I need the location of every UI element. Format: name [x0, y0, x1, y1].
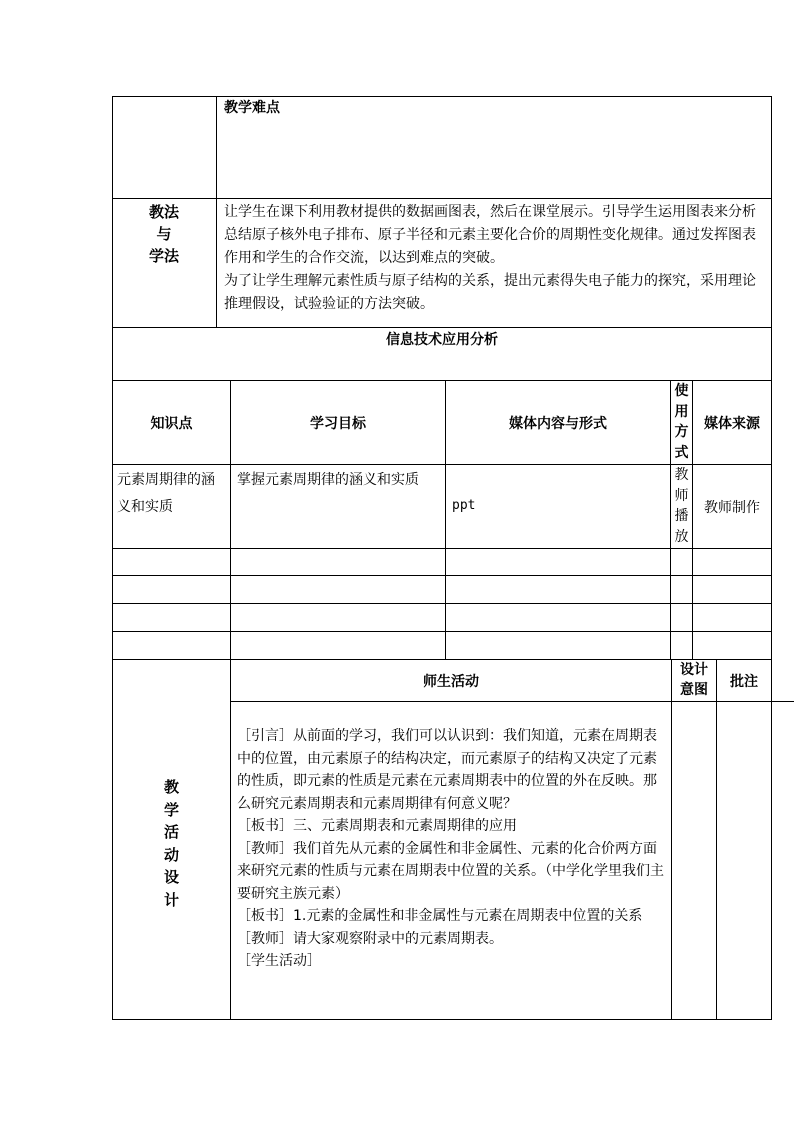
row1-usage	[671, 465, 692, 547]
row1-usage-char: 师	[674, 487, 689, 504]
header-source: 媒体来源	[704, 415, 760, 432]
activity-header-design	[672, 660, 716, 700]
header-knowledge: 知识点	[150, 415, 193, 432]
row1-media: ppt	[452, 498, 476, 513]
methods-paragraph: 为了让学生理解元素性质与原子结构的关系，提出元素得失电子能力的探究，采用理论推理假设，试验验证的方法突破。	[224, 273, 756, 312]
table-bottom-border	[112, 1019, 772, 1020]
row1-usage-char: 放	[674, 528, 689, 545]
activity-header-design-line: 设计	[680, 662, 708, 678]
it-analysis-title: 信息技术应用分析	[386, 332, 498, 348]
difficulty-label: 教学难点	[224, 100, 280, 116]
activity-header-design-line: 意图	[680, 682, 708, 698]
header-media: 媒体内容与形式	[509, 415, 607, 432]
methods-paragraph: 让学生在课下利用教材提供的数据画图表，然后在课堂展示。引导学生运用图表来分析总结原子核外电子排布、原子半径和元素主要化合价的周期性变化规律。通过发挥图表作用和学生的合作交流，以达到难点的突破。	[224, 204, 756, 266]
activity-side-label	[113, 776, 230, 911]
divider	[112, 603, 772, 604]
table-top-border	[112, 96, 772, 97]
divider	[716, 659, 717, 1020]
divider	[112, 631, 772, 632]
divider	[112, 548, 772, 549]
row1-goal: 掌握元素周期律的涵义和实质	[237, 472, 419, 488]
activity-header-note: 批注	[730, 673, 758, 690]
methods-label-line: 学法	[148, 247, 179, 265]
methods-content	[224, 201, 769, 316]
divider	[230, 701, 794, 702]
header-goal: 学习目标	[310, 415, 366, 432]
activity-side-char: 计	[163, 890, 179, 909]
header-usage-char: 式	[674, 444, 689, 461]
activity-paragraph: ［引言］从前面的学习，我们可以认识到：我们知道，元素在周期表中的位置，由元素原子的结构决定，而元素原子的结构又决定了元素的性质，即元素的性质是元素在元素周期表中的位置的外在反映。那么研究元素周期表和元素周期律有何意义呢？	[237, 728, 657, 812]
activity-paragraph: ［学生活动］	[237, 953, 321, 969]
activity-paragraph: ［教师］我们首先从元素的金属性和非金属性、元素的化合价两方面来研究元素的性质与元素在周期表中位置的关系。（中学化学里我们主要研究主族元素）	[237, 840, 664, 902]
header-usage-char: 方	[674, 424, 689, 440]
activity-side-char: 动	[163, 845, 179, 864]
methods-label-line: 教法	[148, 203, 179, 221]
row1-knowledge: 元素周期律的涵义和实质	[117, 472, 215, 515]
activity-paragraph: ［板书］1.元素的金属性和非金属性与元素在周期表中位置的关系	[237, 908, 643, 924]
header-usage	[671, 381, 692, 463]
methods-label	[112, 199, 216, 327]
row1-usage-char: 播	[674, 508, 689, 524]
activity-side-char: 设	[163, 868, 179, 886]
activity-side-char: 教	[163, 778, 179, 796]
activity-paragraph: ［教师］请大家观察附录中的元素周期表。	[237, 930, 503, 947]
row1-usage-char: 教	[674, 467, 689, 483]
divider	[216, 96, 217, 328]
activity-paragraph: ［板书］三、元素周期表和元素周期律的应用	[237, 818, 517, 834]
methods-label-line: 与	[156, 225, 172, 243]
row1-source: 教师制作	[704, 499, 760, 516]
activity-header-main: 师生活动	[423, 673, 479, 690]
activity-content	[237, 725, 667, 973]
header-usage-char: 用	[674, 403, 689, 420]
divider	[230, 659, 231, 1020]
activity-side-char: 活	[163, 823, 179, 841]
divider	[671, 659, 672, 1020]
table-right-border	[771, 96, 772, 1020]
header-usage-char: 使	[674, 383, 689, 399]
divider	[112, 575, 772, 576]
activity-side-char: 学	[163, 800, 179, 819]
